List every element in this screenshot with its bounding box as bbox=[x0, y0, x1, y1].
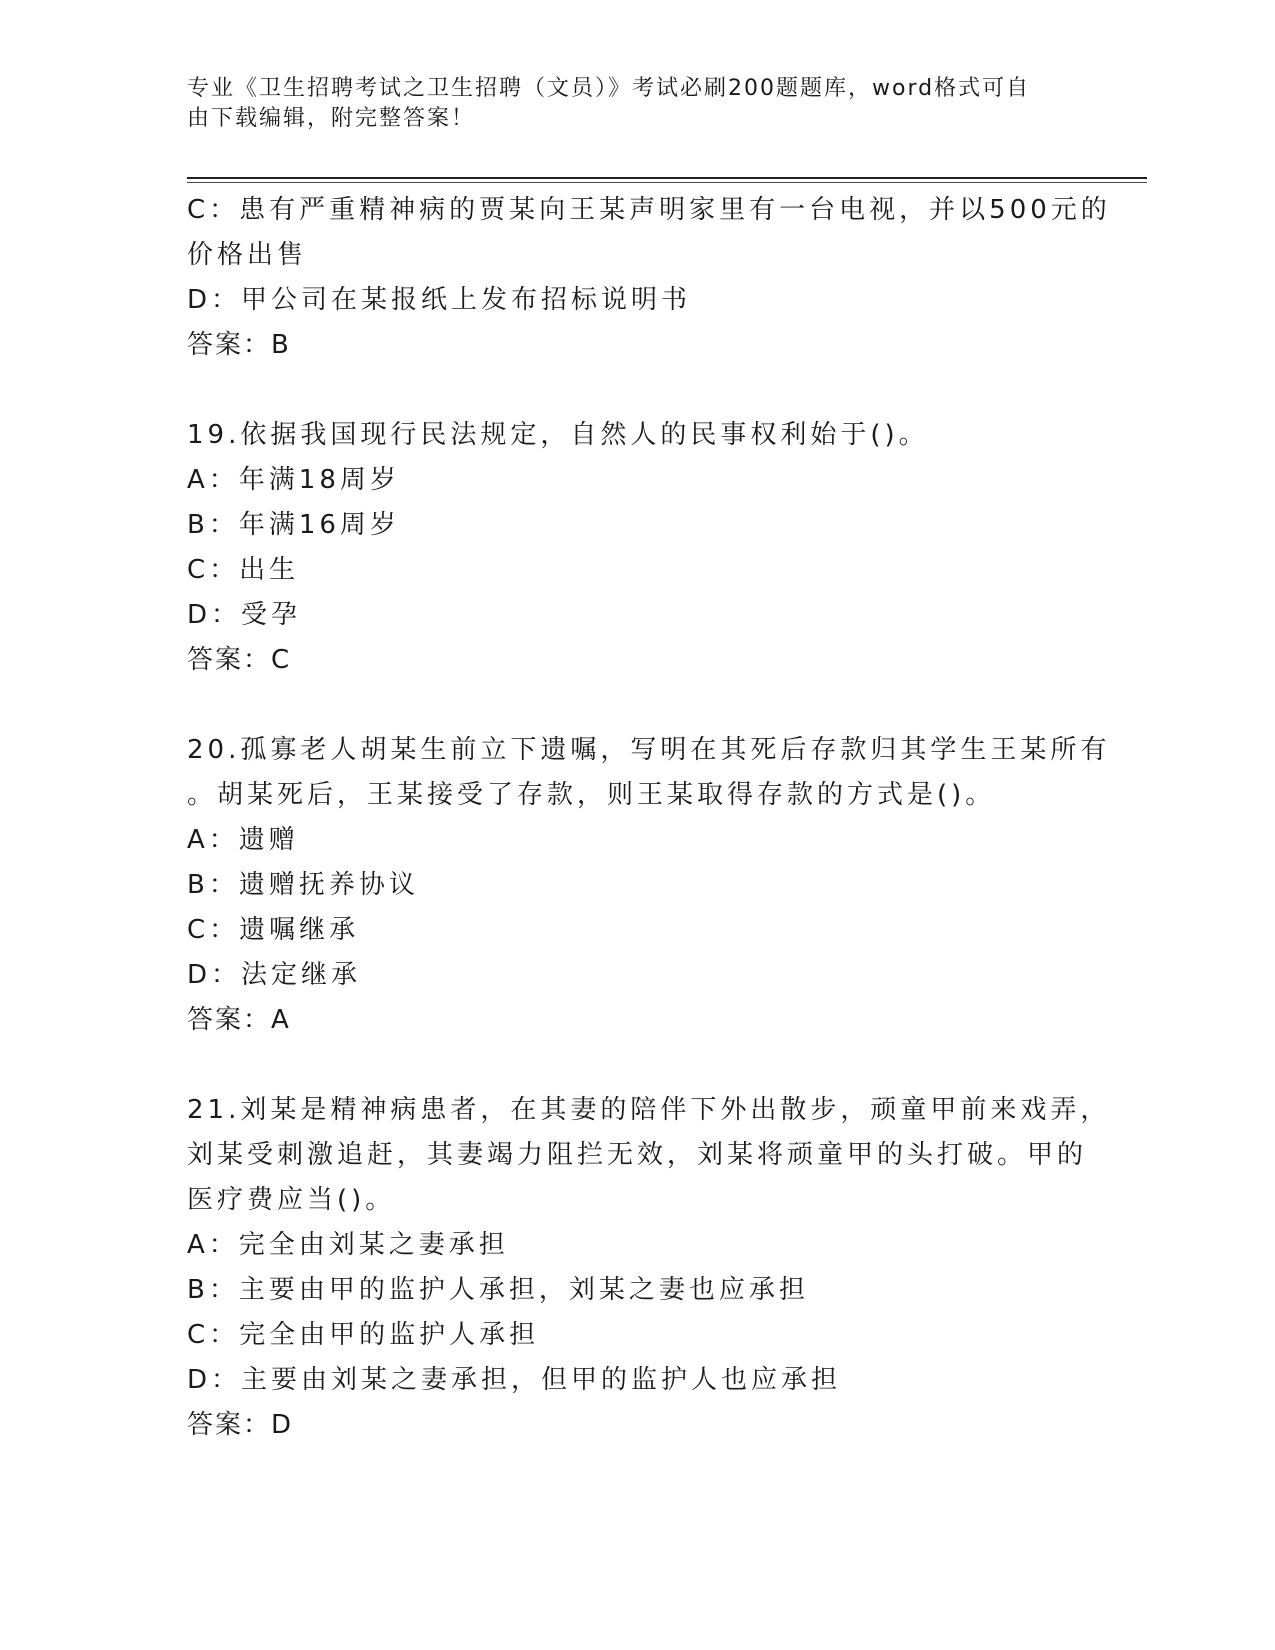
header-line-2: 由下载编辑，附完整答案！ bbox=[187, 106, 476, 131]
option-a: A：年满18周岁 bbox=[187, 465, 400, 495]
option-c: C：完全由甲的监护人承担 bbox=[187, 1320, 540, 1350]
spacer bbox=[187, 683, 1067, 728]
question-stem: 19.依据我国现行民法规定，自然人的民事权利始于()。 bbox=[187, 420, 929, 450]
option-c: C：遗嘱继承 bbox=[187, 915, 360, 945]
question-content bbox=[187, 188, 1111, 1448]
question-stem: 21.刘某是精神病患者，在其妻的陪伴下外出散步，顽童甲前来戏弄， bbox=[187, 1095, 1111, 1125]
answer-label: 答案：A bbox=[187, 1005, 291, 1035]
option-b: B：遗赠抚养协议 bbox=[187, 870, 419, 900]
option-a: A：完全由刘某之妻承担 bbox=[187, 1230, 509, 1260]
question-stem-continued: 。胡某死后，王某接受了存款，则王某取得存款的方式是()。 bbox=[187, 780, 996, 810]
option-c: C：出生 bbox=[187, 555, 300, 585]
option-d: D：法定继承 bbox=[187, 960, 362, 990]
option-d: D：受孕 bbox=[187, 600, 302, 630]
option-c: C：患有严重精神病的贾某向王某声明家里有一台电视，并以500元的 bbox=[187, 195, 1111, 225]
option-d: D：甲公司在某报纸上发布招标说明书 bbox=[187, 285, 692, 315]
header-divider-thin bbox=[187, 182, 1147, 183]
question-stem-continued: 刘某受刺激追赶，其妻竭力阻拦无效，刘某将顽童甲的头打破。甲的 bbox=[187, 1140, 1088, 1170]
option-d: D：主要由刘某之妻承担，但甲的监护人也应承担 bbox=[187, 1365, 842, 1395]
option-b: B：年满16周岁 bbox=[187, 510, 400, 540]
answer-label: 答案：B bbox=[187, 330, 291, 360]
question-20 bbox=[187, 728, 1111, 1043]
option-c-continued: 价格出售 bbox=[187, 240, 308, 270]
spacer bbox=[187, 1043, 1067, 1088]
answer-label: 答案：D bbox=[187, 1410, 294, 1440]
question-stem-continued: 医疗费应当()。 bbox=[187, 1185, 396, 1215]
header-line-1: 专业《卫生招聘考试之卫生招聘（文员）》考试必刷200题题库，word格式可自 bbox=[187, 76, 1031, 101]
page-header bbox=[187, 74, 1067, 134]
option-b: B：主要由甲的监护人承担，刘某之妻也应承担 bbox=[187, 1275, 809, 1305]
question-21 bbox=[187, 1088, 1111, 1448]
question-19 bbox=[187, 413, 1067, 683]
prev-question-block bbox=[187, 188, 1111, 368]
answer-label: 答案：C bbox=[187, 645, 292, 675]
option-a: A：遗赠 bbox=[187, 825, 299, 855]
header-divider-thick bbox=[187, 177, 1147, 179]
spacer bbox=[187, 368, 1067, 413]
question-stem: 20.孤寡老人胡某生前立下遗嘱，写明在其死后存款归其学生王某所有 bbox=[187, 735, 1111, 765]
